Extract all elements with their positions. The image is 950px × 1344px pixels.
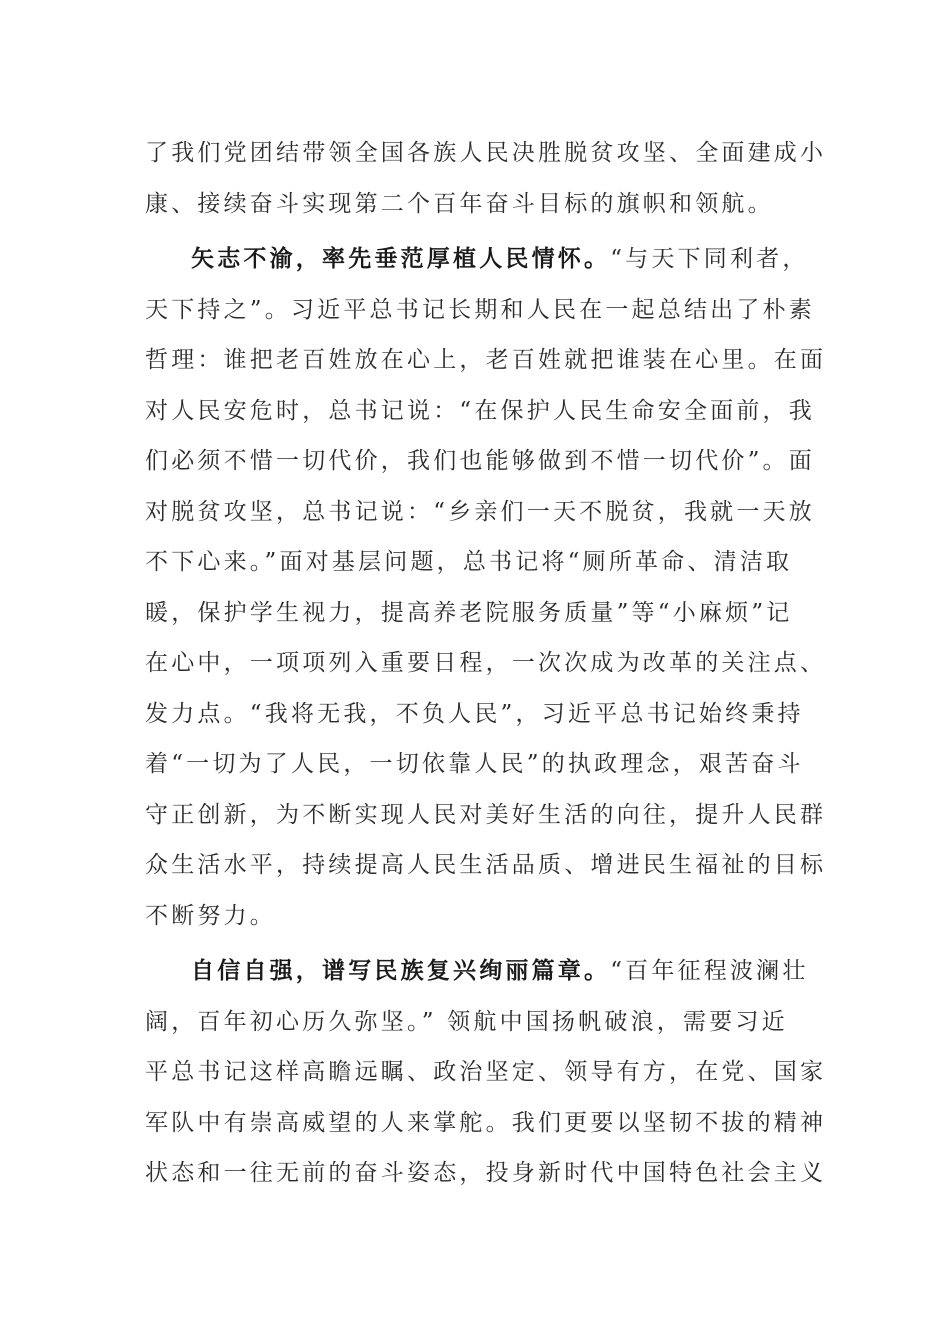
paragraph-3: [145, 946, 827, 1199]
text-line: 发力点。“我将无我，不负人民”，习近平总书记始终秉持: [145, 700, 804, 727]
document-body: [145, 128, 827, 1199]
paragraph-first-line-text: “百年征程波澜壮: [610, 958, 809, 984]
text-line: 状态和一往无前的奋斗姿态，投身新时代中国特色社会主义: [145, 1160, 827, 1186]
text-line: 天下持之”。习近平总书记长期和人民在一起总结出了朴素: [145, 296, 815, 323]
text-line: 平总书记这样高瞻远瞩、政治坚定、领导有方，在党、国家: [145, 1059, 827, 1085]
text-line: 康、接续奋斗实现第二个百年奋斗目标的旗帜和领航。: [145, 190, 774, 217]
text-line: 不断努力。: [145, 902, 276, 929]
text-line: 对人民安危时，总书记说：“在保护人民生命安全面前，我: [145, 397, 815, 424]
text-line: 对脱贫攻坚，总书记说：“乡亲们一天不脱贫，我就一天放: [145, 498, 815, 525]
text-line: 哲理：谁把老百姓放在心上，老百姓就把谁装在心里。在面: [145, 347, 827, 373]
text-line: 阔，百年初心历久弥坚。” 领航中国扬帆破浪，需要习近: [145, 1008, 788, 1035]
text-line: 守正创新，为不断实现人民对美好生活的向往，提升人民群: [145, 801, 827, 828]
paragraph-1: [145, 128, 827, 229]
text-line: 军队中有崇高威望的人来掌舵。我们更要以坚韧不拔的精神: [145, 1109, 827, 1136]
paragraph-first-line-text: “与天下同利者，: [610, 246, 809, 272]
paragraph-first-line: [145, 234, 815, 285]
paragraph-2: [145, 234, 827, 941]
text-line: 众生活水平，持续提高人民生活品质、增进民生福祉的目标: [145, 852, 827, 878]
paragraph-heading: 自信自强，谱写民族复兴绚丽篇章。: [191, 957, 611, 984]
text-line: 着“一切为了人民，一切依靠人民”的执政理念，艰苦奋斗: [145, 751, 804, 777]
paragraph-first-line: [145, 946, 815, 997]
text-line: 们必须不惜一切代价，我们也能够做到不惜一切代价”。面: [145, 448, 815, 474]
text-line: 不下心来。”面对基层问题，总书记将“厕所革命、清洁取: [145, 549, 793, 575]
paragraph-heading: 矢志不渝，率先垂范厚植人民情怀。: [191, 245, 611, 272]
text-line: 了我们党团结带领全国各族人民决胜脱贫攻坚、全面建成小: [145, 140, 827, 166]
text-line: 在心中，一项项列入重要日程，一次次成为改革的关注点、: [145, 650, 827, 676]
text-line: 暖，保护学生视力，提高养老院服务质量”等“小麻烦”记: [145, 599, 793, 626]
